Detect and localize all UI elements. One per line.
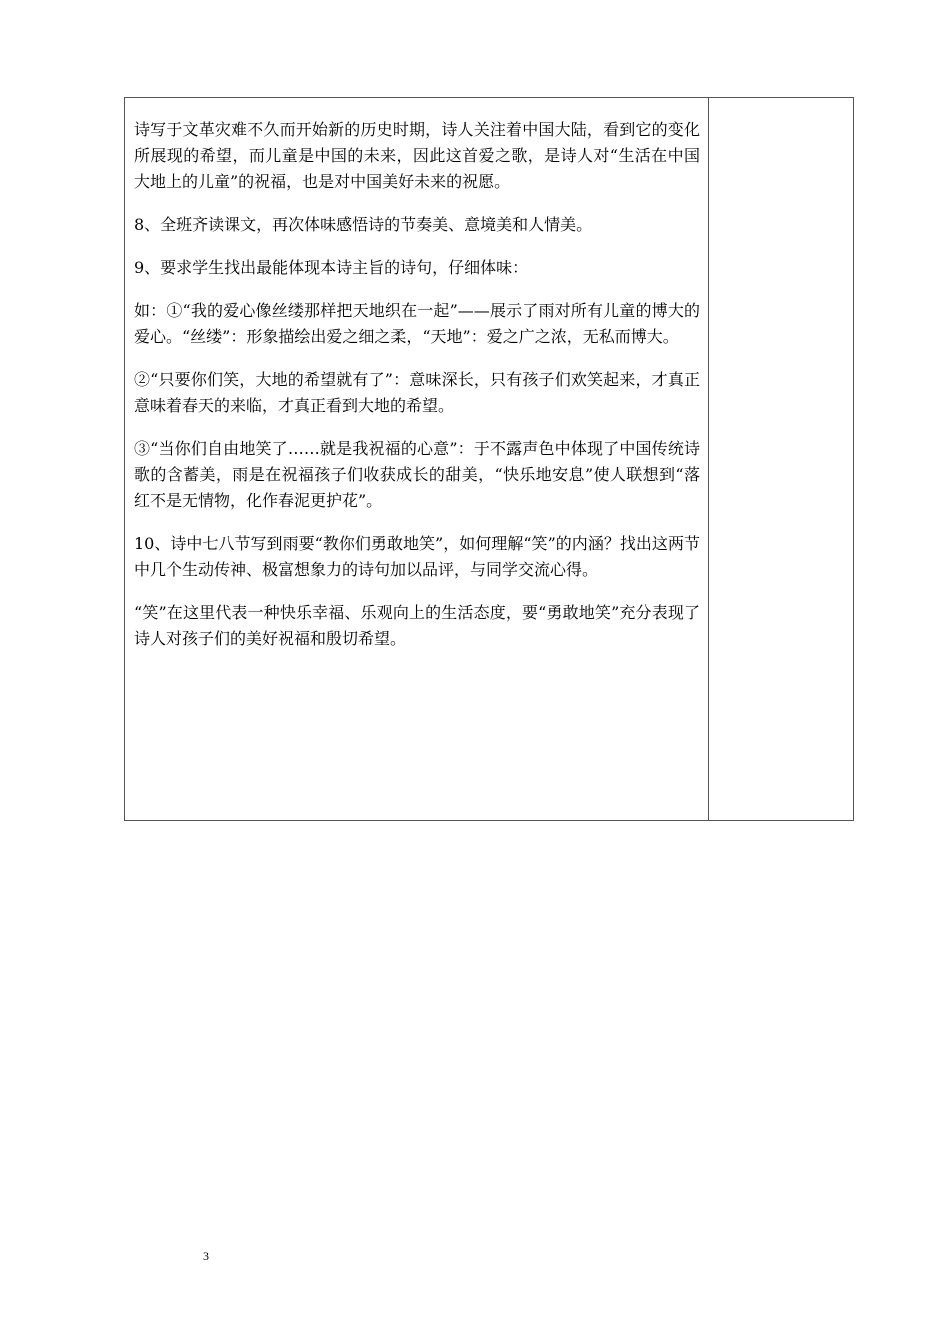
paragraph-laugh-meaning: “笑”在这里代表一种快乐幸福、乐观向上的生活态度，要“勇敢地笑”充分表现了诗人对孩子们的美好祝福和殷切希望。: [134, 603, 700, 648]
paragraph-example-2: ②“只要你们笑，大地的希望就有了”：意味深长，只有孩子们欢笑起来，才真正意味着春天的来临，才真正看到大地的希望。: [134, 370, 700, 415]
paragraph-example-3: ③“当你们自由地笑了……就是我祝福的心意”：于不露声色中体现了中国传统诗歌的含蓄美，雨是在祝福孩子们收获成长的甜美，“快乐地安息”使人联想到“落红不是无情物，化作春泥更护花”。: [134, 439, 700, 510]
paragraph-step-9: 9、要求学生找出最能体现本诗主旨的诗句，仔细体味：: [134, 258, 529, 277]
paragraph-step-10: 10、诗中七八节写到雨要“教你们勇敢地笑”，如何理解“笑”的内涵？找出这两节中几个生动传神、极富想象力的诗句加以品评，与同学交流心得。: [134, 534, 700, 579]
paragraph-poem-background: 诗写于文革灾难不久而开始新的历史时期，诗人关注着中国大陆，看到它的变化所展现的希望，而儿童是中国的未来，因此这首爱之歌，是诗人对“生活在中国大地上的儿童”的祝福，也是对中国美好未来的祝愿。: [134, 120, 700, 191]
lesson-table: [124, 97, 854, 821]
lesson-content-cell: [125, 98, 709, 820]
paragraph-example-1: 如：①“我的爱心像丝缕那样把天地织在一起”——展示了雨对所有儿童的博大的爱心。“丝缕”：形象描绘出爱之细之柔，“天地”：爱之广之浓，无私而博大。: [134, 301, 700, 346]
notes-cell: [709, 98, 853, 820]
paragraph-step-8: 8、全班齐读课文，再次体味感悟诗的节奏美、意境美和人情美。: [134, 215, 593, 234]
page-number: 3: [203, 1249, 209, 1263]
